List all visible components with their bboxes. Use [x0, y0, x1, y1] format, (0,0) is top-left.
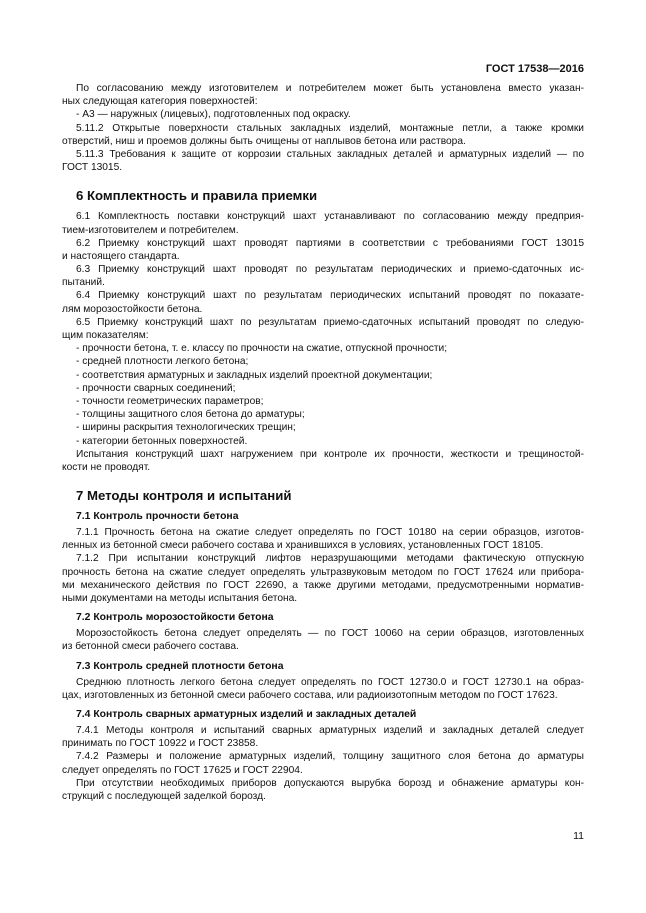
paragraph	[62, 777, 584, 803]
text-line: кости не проводят.	[62, 461, 151, 473]
text-line: - средней плотности легкого бетона;	[76, 356, 249, 368]
paragraph	[62, 435, 584, 448]
document-body	[62, 82, 584, 803]
text-line: - толщины защитного слоя бетона до арматуры;	[76, 409, 305, 421]
text-line: следует определять по ГОСТ 17625 и ГОСТ 22904.	[62, 764, 303, 776]
text-line: 7.4.2 Размеры и положение арматурных изделий, толщину защитного слоя бетона до арматуры	[76, 751, 584, 763]
text-line: лям морозостойкости бетона.	[62, 303, 203, 315]
text-line: - А3 — наружных (лицевых), подготовленных под окраску.	[76, 109, 351, 121]
text-line: ных следующая категория поверхностей:	[62, 96, 258, 108]
text-line: - прочности бетона, т. е. классу по прочности на сжатие, отпускной прочности;	[76, 343, 448, 355]
text-line: тием-изготовителем и потребителем.	[62, 224, 239, 236]
paragraph	[62, 750, 584, 776]
paragraph	[62, 408, 584, 421]
paragraph	[62, 552, 584, 605]
text-line: принимать по ГОСТ 10922 и ГОСТ 23858.	[62, 738, 259, 750]
text-line: струкций с последующей заделкой борозд.	[62, 790, 266, 802]
subsection-heading: 7.4 Контроль сварных арматурных изделий и закладных деталей	[76, 708, 417, 720]
text-line: 6.2 Приемку конструкций шахт проводят партиями в соответствии с требованиями ГОСТ 13015	[76, 237, 584, 249]
text-line: 6.5 Приемку конструкций шахт по результатам приемо-сдаточных испытаний проводят по следую-	[76, 316, 584, 328]
paragraph	[62, 82, 584, 108]
paragraph	[62, 316, 584, 342]
text-line: из бетонной смеси рабочего состава.	[62, 641, 239, 653]
text-line: 5.11.3 Требования к защите от коррозии стальных закладных деталей и арматурных изделий — по	[76, 148, 584, 160]
text-line: и настоящего стандарта.	[62, 250, 180, 262]
text-line: Морозостойкость бетона следует определять — по ГОСТ 10060 на серии образцов, изготовленных	[76, 628, 584, 640]
text-line: ными документами на методы испытания бетона.	[62, 593, 298, 604]
text-line: 6.4 Приемку конструкций шахт по результатам периодических испытаний проводят по показате-	[76, 290, 584, 302]
paragraph	[62, 382, 584, 395]
text-line: Испытания конструкций шахт нагружением при контроле их прочности, жесткости и трещиностой-	[76, 448, 584, 460]
text-line: - соответствия арматурных и закладных изделий проектной документации;	[76, 369, 433, 381]
paragraph	[62, 108, 584, 121]
paragraph	[62, 627, 584, 653]
text-line: 5.11.2 Открытые поверхности стальных закладных изделий, монтажные петли, а также кромки	[76, 122, 584, 134]
paragraph	[62, 263, 584, 289]
paragraph	[62, 448, 584, 474]
text-line: 7.1.2 При испытании конструкций лифтов неразрушающими методами фактическую отпускную	[76, 553, 584, 565]
section-heading: 7 Методы контроля и испытаний	[76, 488, 292, 504]
text-line: Среднюю плотность легкого бетона следует определять по ГОСТ 12730.0 и ГОСТ 12730.1 на образ-	[76, 676, 584, 688]
section-heading: 6 Комплектность и правила приемки	[76, 188, 318, 204]
text-line: 7.4.1 Методы контроля и испытаний сварных арматурных изделий и закладных деталей следует	[76, 724, 584, 736]
text-line: отверстий, ниш и проемов должны быть очищены от наплывов бетона или раствора.	[62, 135, 466, 147]
paragraph	[62, 342, 584, 355]
text-line: - категории бетонных поверхностей.	[76, 435, 248, 447]
paragraph	[62, 526, 584, 552]
subsection-heading: 7.1 Контроль прочности бетона	[76, 511, 239, 523]
text-line: 6.1 Комплектность поставки конструкций шахт устанавливают по согласованию между предприя-	[76, 211, 584, 223]
paragraph	[62, 355, 584, 368]
text-line: цах, изготовленных из бетонной смеси рабочего состава, или радиоизотопным методом по ГОСТ 17623.	[62, 689, 558, 701]
paragraph	[62, 421, 584, 434]
paragraph	[62, 237, 584, 263]
subsection-heading: 7.3 Контроль средней плотности бетона	[76, 660, 284, 672]
paragraph	[62, 122, 584, 148]
text-line: ми механического действия по ГОСТ 22690, а также другими методами, предусмотренными норматив-	[62, 579, 584, 591]
paragraph	[62, 148, 584, 174]
text-line: щим показателям:	[62, 330, 149, 341]
paragraph	[62, 724, 584, 750]
page-number: 11	[573, 830, 584, 842]
text-line: ленных из бетонной смеси рабочего состава и хранившихся в условиях, установленных ГОСТ 18105.	[62, 540, 544, 552]
paragraph	[62, 289, 584, 315]
paragraph	[62, 676, 584, 702]
text-line: - точности геометрических параметров;	[76, 395, 264, 407]
text-line: 6.3 Приемку конструкций шахт проводят по результатам периодических и приемо-сдаточных ис-	[76, 264, 584, 276]
text-line: пытаний.	[62, 277, 105, 289]
text-line: При отсутствии необходимых приборов допускаются вырубка борозд и обнажение арматуры кон-	[76, 777, 584, 789]
subsection-heading: 7.2 Контроль морозостойкости бетона	[76, 612, 274, 624]
document-header: ГОСТ 17538—2016	[485, 63, 584, 75]
paragraph	[62, 395, 584, 408]
paragraph	[62, 210, 584, 236]
text-line: - прочности сварных соединений;	[76, 382, 236, 394]
text-line: прочность бетона на сжатие следует определять ультразвуковым методом по ГОСТ 17624 или прибора-	[62, 566, 584, 578]
text-line: - ширины раскрытия технологических трещин;	[76, 422, 296, 434]
paragraph	[62, 369, 584, 382]
text-line: ГОСТ 13015.	[62, 162, 123, 174]
text-line: По согласованию между изготовителем и потребителем может быть установлена вместо указан-	[76, 83, 584, 94]
text-line: 7.1.1 Прочность бетона на сжатие следует определять по ГОСТ 10180 на серии образцов, изготов-	[76, 527, 584, 539]
